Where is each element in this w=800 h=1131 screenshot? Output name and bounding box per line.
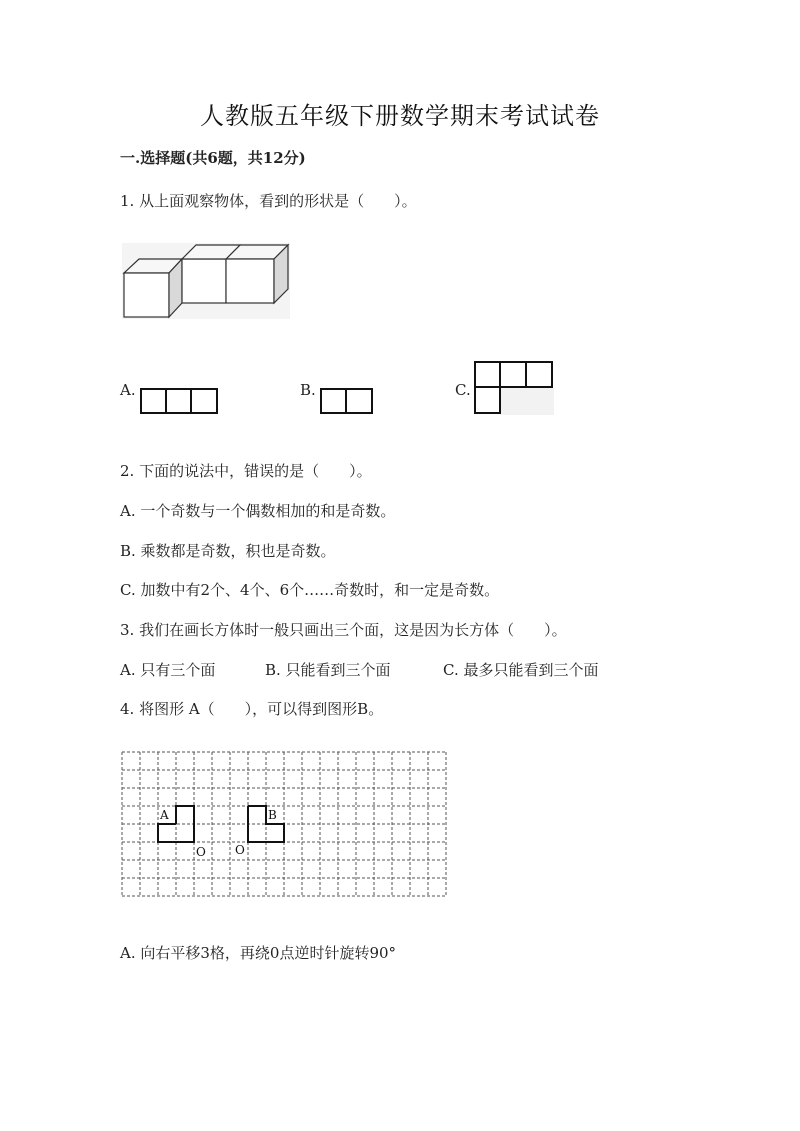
q1-option-a-shape (140, 388, 218, 414)
q1-option-c-shape (474, 361, 554, 415)
q1-option-c-label: C. (455, 381, 471, 399)
q2-option-b: B. 乘数都是奇数，积也是奇数。 (120, 542, 336, 560)
q3-option-b: B. 只能看到三个面 (265, 661, 391, 679)
question-4-text: 4. 将图形 A（ ），可以得到图形B。 (120, 700, 384, 718)
label-a: A (160, 808, 169, 822)
q1-option-b-shape (320, 388, 373, 414)
question-3-text: 3. 我们在画长方体时一般只画出三个面，这是因为长方体（ ）。 (120, 621, 567, 639)
section-heading: 一.选择题(共6题，共12分) (120, 149, 306, 167)
page-title: 人教版五年级下册数学期末考试试卷 (200, 102, 600, 130)
q2-option-a: A. 一个奇数与一个偶数相加的和是奇数。 (120, 502, 396, 520)
q3-option-a: A. 只有三个面 (120, 661, 216, 679)
q1-option-b-label: B. (300, 381, 316, 399)
cube-front-face (124, 273, 169, 317)
q2-option-c: C. 加数中有2个、4个、6个……奇数时，和一定是奇数。 (120, 581, 500, 599)
cube-figure (122, 243, 290, 319)
label-b: B (268, 808, 277, 822)
q1-option-a-label: A. (120, 381, 136, 399)
question-1-text: 1. 从上面观察物体，看到的形状是（ ）。 (120, 192, 417, 210)
grid-figure (122, 752, 446, 898)
label-o-right: O (235, 843, 245, 857)
label-o-left: O (196, 845, 206, 859)
q3-option-c: C. 最多只能看到三个面 (443, 661, 599, 679)
question-2-text: 2. 下面的说法中，错误的是（ ）。 (120, 462, 372, 480)
q4-option-a: A. 向右平移3格，再绕0点逆时针旋转90° (120, 944, 397, 962)
